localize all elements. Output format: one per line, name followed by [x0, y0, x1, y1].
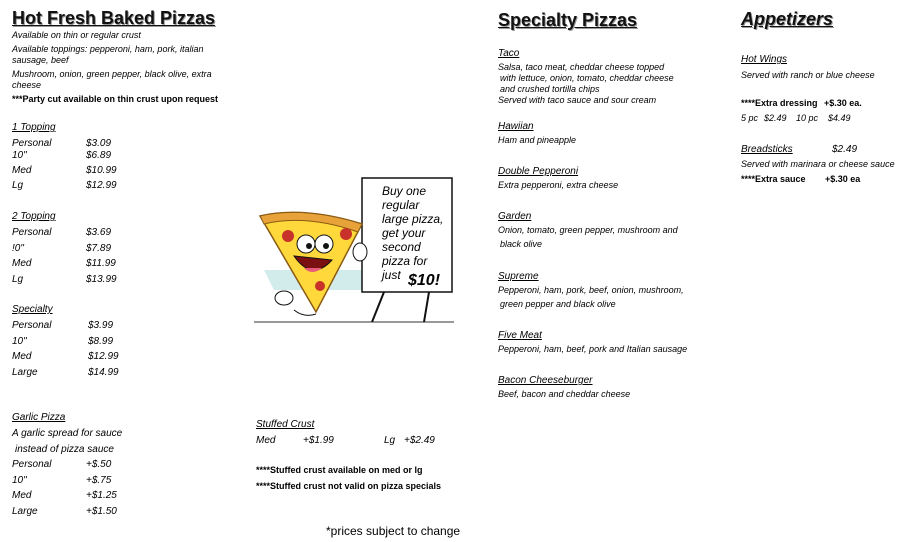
price-value: $3.99	[88, 320, 114, 331]
price-size-label: Personal	[12, 459, 52, 470]
price-size-label: Personal	[12, 320, 52, 331]
pupil-right	[323, 243, 329, 249]
specialty-item-name: Bacon Cheeseburger	[498, 375, 593, 386]
specialty-item-desc: Onion, tomato, green pepper, mushroom and	[498, 225, 678, 235]
wings-desc: Served with ranch or blue cheese	[741, 70, 875, 80]
specialty-item-name: Hawiian	[498, 121, 534, 132]
breadsticks-name: Breadsticks	[741, 144, 793, 155]
price-size-label: Large	[12, 366, 38, 378]
footer-note: *prices subject to change	[326, 524, 461, 538]
eye-left	[297, 235, 315, 253]
specialty-item-desc: Ham and pineapple	[498, 135, 577, 145]
price-value: $11.99	[86, 258, 116, 269]
section-title-appetizers: Appetizers	[741, 9, 834, 29]
price-value: $12.99	[88, 351, 119, 362]
promo-line-7: just	[382, 268, 401, 282]
glove-left	[275, 291, 293, 305]
stuffed-lg-label: Lg	[384, 435, 396, 446]
specialty-item-desc: Beef, bacon and cheddar cheese	[498, 389, 631, 399]
price-value: +$1.50	[86, 505, 117, 517]
promo-line-2: regular	[382, 198, 420, 212]
promo-line-3: large pizza,	[382, 212, 444, 226]
specialty-item-name: Five Meat	[498, 330, 542, 341]
pepperoni-3	[315, 281, 325, 291]
price-value: $13.99	[86, 273, 117, 285]
wings-name: Hot Wings	[741, 54, 788, 65]
specialty-item-name: Taco	[498, 48, 520, 59]
garlic-label: Garlic Pizza	[12, 412, 66, 423]
price-size-label: !0"	[12, 242, 24, 254]
garlic-desc-1: A garlic spread for sauce	[12, 428, 123, 439]
stuffed-note-2: ****Stuffed crust not valid on pizza specials	[256, 481, 442, 491]
price-size-label: Personal	[12, 138, 52, 149]
price-value: +$.75	[86, 474, 112, 486]
price-size-label: Med	[12, 490, 32, 501]
price-value: $8.99	[88, 335, 114, 347]
price-size-label: Med	[12, 258, 32, 269]
specialty-item-desc: Extra pepperoni, extra cheese	[498, 180, 619, 190]
wings-10pc-price: $4.49	[828, 113, 851, 123]
pupil-left	[306, 243, 312, 249]
wings-5pc-label: 5 pc	[741, 113, 759, 123]
specialty-item-name: Supreme	[498, 271, 539, 282]
section-title-pizzas: Hot Fresh Baked Pizzas	[12, 8, 216, 28]
promo-line-6: pizza for	[382, 254, 428, 268]
party-cut-note: ***Party cut available on thin crust upon request	[12, 94, 219, 104]
price-size-label: Large	[12, 505, 38, 517]
promo-line-1: Buy one	[382, 184, 427, 198]
price-size-label: 10"	[12, 150, 27, 161]
price-size-label: 10"	[12, 474, 27, 486]
stuffed-crust-label: Stuffed Crust	[256, 419, 315, 430]
toppings-note: Available toppings: pepperoni, ham, pork, italian sausage, beef	[12, 44, 204, 65]
sign-leg-left	[372, 292, 384, 322]
one-topping-label: 1 Topping	[12, 122, 56, 133]
feet	[294, 310, 316, 315]
stuffed-note-1: ****Stuffed crust available on med or lg	[256, 465, 423, 475]
price-size-label: 10"	[12, 335, 27, 347]
specialty-label: Specialty	[12, 304, 53, 315]
specialty-item-desc: with lettuce, onion, tomato, cheddar cheese	[500, 73, 674, 83]
price-value: $7.89	[86, 242, 112, 254]
promo-line-4: get your	[382, 226, 426, 240]
toppings-note-2: Mushroom, onion, green pepper, black olive, extra cheese	[12, 69, 212, 90]
price-value: $3.69	[86, 227, 112, 238]
specialty-item-name: Garden	[498, 211, 532, 222]
pepperoni-1	[282, 230, 294, 242]
price-value: $3.09	[86, 138, 112, 149]
sign-leg-right	[424, 292, 429, 322]
wings-extra-label: ****Extra dressing	[741, 98, 818, 108]
promo-price: $10!	[408, 272, 441, 289]
price-value: $12.99	[86, 180, 117, 191]
specialty-item-desc: Salsa, taco meat, cheddar cheese topped	[498, 62, 665, 72]
breadsticks-desc: Served with marinara or cheese sauce	[741, 159, 895, 169]
wings-5pc-price: $2.49	[764, 113, 787, 123]
wings-extra-price: +$.30 ea.	[824, 98, 862, 108]
specialty-item-desc: Pepperoni, ham, pork, beef, onion, mushroom,	[498, 285, 684, 295]
specialty-item-name: Double Pepperoni	[498, 166, 579, 177]
specialty-item-desc: Served with taco sauce and sour cream	[498, 95, 657, 105]
price-size-label: Lg	[12, 273, 24, 285]
price-value: +$1.25	[86, 490, 117, 501]
specialty-item-desc: Pepperoni, ham, beef, pork and Italian sausage	[498, 344, 688, 354]
breadsticks-extra-price: +$.30 ea	[825, 174, 861, 184]
promo-text	[382, 184, 443, 282]
breadsticks-extra-label: ****Extra sauce	[741, 174, 806, 184]
pepperoni-2	[340, 228, 352, 240]
price-size-label: Med	[12, 165, 32, 176]
price-size-label: Lg	[12, 180, 24, 191]
breadsticks-price: $2.49	[832, 144, 858, 155]
glove-right	[353, 243, 367, 261]
price-size-label: Personal	[12, 227, 52, 238]
specialty-item-desc: green pepper and black olive	[500, 299, 616, 309]
stuffed-med-price: +$1.99	[303, 435, 334, 446]
two-topping-label: 2 Topping	[12, 211, 56, 222]
crust-note: Available on thin or regular crust	[12, 30, 141, 40]
wings-10pc-label: 10 pc	[796, 113, 819, 123]
stuffed-med-label: Med	[256, 435, 276, 446]
price-value: +$.50	[86, 459, 112, 470]
stuffed-lg-price: +$2.49	[404, 435, 435, 446]
price-value: $6.89	[86, 150, 112, 161]
specialty-item-desc: black olive	[500, 239, 543, 249]
garlic-desc-2: instead of pizza sauce	[15, 444, 114, 455]
specialty-item-desc: and crushed tortilla chips	[500, 84, 600, 94]
price-value: $10.99	[86, 165, 117, 176]
section-title-specialty: Specialty Pizzas	[498, 10, 638, 30]
price-value: $14.99	[88, 366, 119, 378]
promo-line-5: second	[382, 240, 421, 254]
price-size-label: Med	[12, 351, 32, 362]
